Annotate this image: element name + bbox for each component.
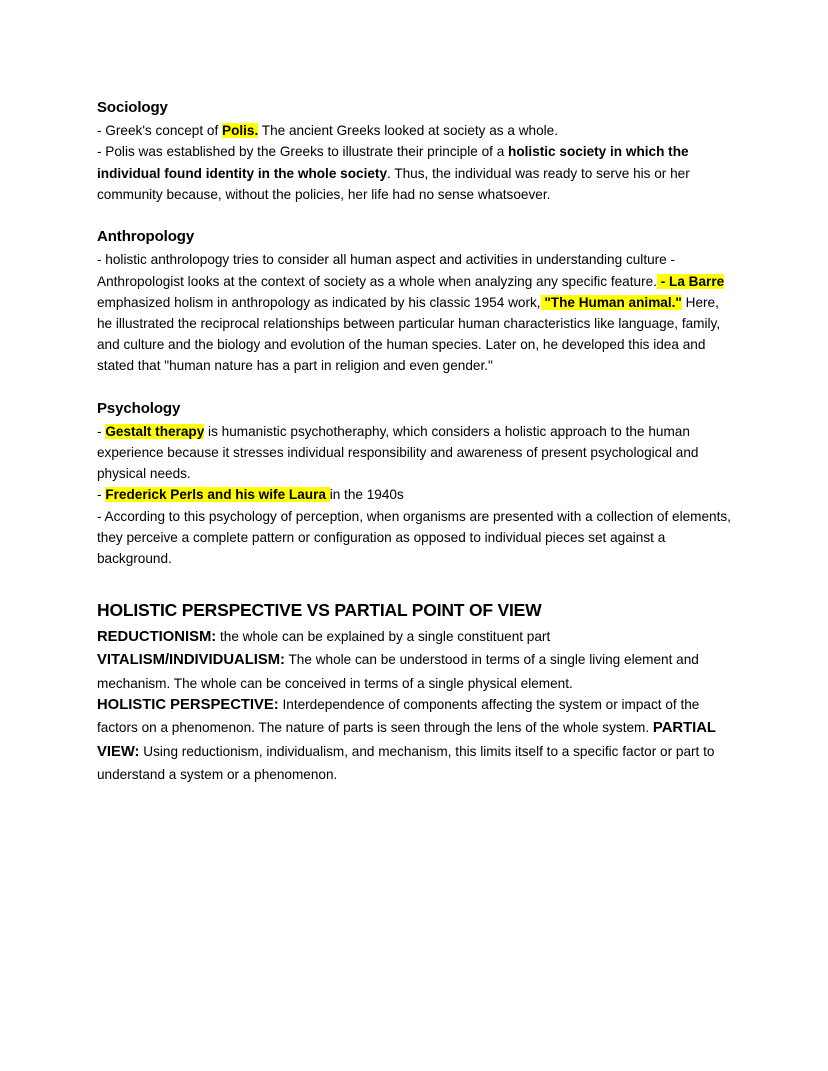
sociology-line2-prefix: - Polis was established by the Greeks to illustrate their principle of a	[97, 144, 509, 160]
highlight-la-barre: - La Barre	[656, 273, 725, 289]
section-heading-sociology: Sociology	[97, 99, 168, 116]
anthropology-paragraph-1	[97, 249, 731, 376]
anthropology-text-c: Here, he illustrated the reciprocal relationships between particular human characteristics like language, family, and culture and the biology and evolution of the human species. Later on, he developed this idea and stated that "human nature has a part in religion and even gender."	[97, 294, 721, 374]
section-psychology	[97, 399, 731, 570]
psychology-text-2: in the 1940s	[329, 487, 404, 503]
definition-text-partial: Using reductionism, individualism, and mechanism, this limits itself to a specific factor or part to understand a system or a phenomenon.	[97, 743, 715, 783]
document-content	[97, 98, 731, 786]
psychology-paragraph-2	[97, 484, 731, 505]
term-reductionism: REDUCTIONISM:	[97, 628, 217, 645]
section-sociology	[97, 98, 731, 205]
term-vitalism-individualism: VITALISM/INDIVIDUALISM:	[97, 652, 285, 669]
psychology-bullet-dash-1: -	[97, 423, 106, 439]
term-partial-view: PARTIAL VIEW:	[97, 720, 716, 760]
psychology-paragraph-1	[97, 421, 731, 485]
sociology-paragraph-1	[97, 120, 731, 141]
section-heading-psychology: Psychology	[97, 399, 181, 417]
bold-holistic-society: holistic society in which the individual found identity in the whole society	[97, 144, 689, 181]
psychology-paragraph-3: - According to this psychology of perception, when organisms are presented with a collection of elements, they perceive a complete pattern or configuration as opposed to individual pieces set against a background.	[97, 508, 731, 566]
anthropology-text-b: emphasized holism in anthropology as indicated by his classic 1954 work,	[97, 294, 541, 310]
definition-text-reductionism: the whole can be explained by a single constituent part	[216, 628, 551, 644]
psychology-bullet-dash-2: -	[97, 487, 106, 503]
section-heading-anthropology: Anthropology	[97, 228, 195, 246]
definition-text-holistic: Interdependence of components affecting the system or impact of the factors on a phenomenon. The nature of parts is seen through the lens of the whole system.	[97, 697, 700, 736]
highlight-the-human-animal: "The Human animal."	[540, 294, 682, 310]
section-anthropology	[97, 227, 731, 376]
highlight-gestalt-therapy: Gestalt therapy	[105, 423, 205, 439]
term-holistic-perspective: HOLISTIC PERSPECTIVE:	[97, 697, 279, 714]
definition-vitalism	[97, 649, 731, 694]
sociology-line2-suffix: . Thus, the individual was ready to serve his or her community because, without the policies, her life had no sense whatsoever.	[97, 165, 690, 202]
sociology-line1-prefix: - Greek's concept of	[97, 123, 222, 139]
major-heading-holistic-vs-partial: HOLISTIC PERSPECTIVE VS PARTIAL POINT OF VIEW	[97, 600, 542, 621]
sociology-line1-suffix: The ancient Greeks looked at society as a whole.	[258, 123, 558, 139]
definition-text-vitalism: The whole can be understood in terms of a single living element and mechanism. The whole can be conceived in terms of a single physical element.	[97, 652, 699, 691]
definition-reductionism	[97, 626, 731, 649]
highlight-frederick-perls: Frederick Perls and his wife Laura	[105, 487, 330, 503]
highlight-polis: Polis.	[222, 123, 259, 139]
sociology-paragraph-2	[97, 141, 731, 205]
psychology-text-1: is humanistic psychotheraphy, which considers a holistic approach to the human experience because it stresses individual responsibility and awareness of present psychological and physical needs.	[97, 423, 699, 482]
anthropology-text-a: - holistic anthrolopogy tries to consider all human aspect and activities in understanding culture - Anthropologist looks at the context of society as a whole when analyzing any specific feature.	[97, 252, 676, 289]
section-holistic-vs-partial	[97, 599, 731, 785]
definition-holistic-and-partial	[97, 694, 731, 786]
